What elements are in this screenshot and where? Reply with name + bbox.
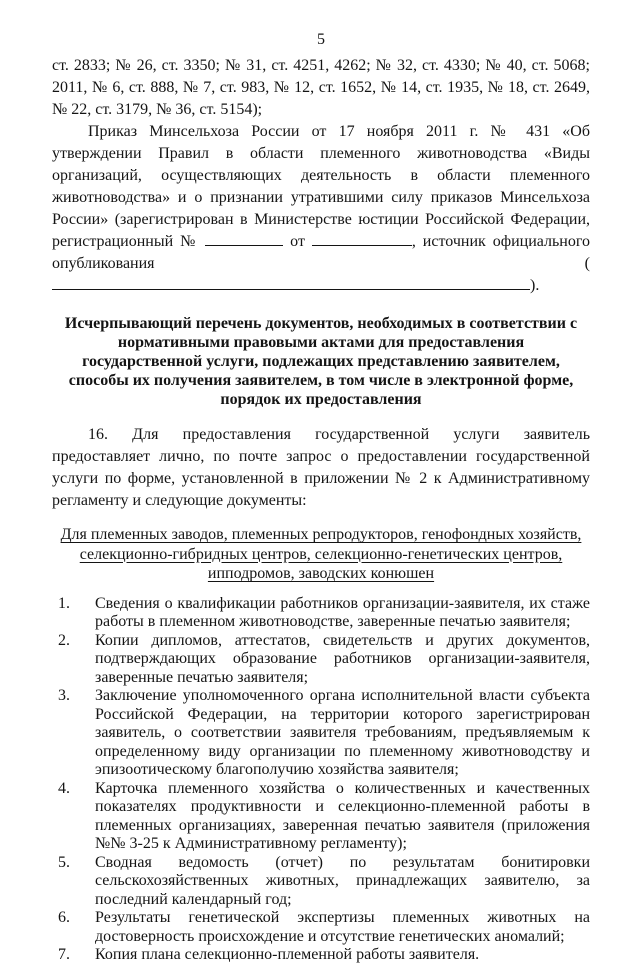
list-item-text: Заключение уполномоченного органа исполнительной власти субъекта Российской Федерации, на территории которого зарегистрирован заявитель, о соответствии заявителя требованиям, предъявляемым к определенному виду организации по племенному животноводству и эпизоотическому благополучию хозяйства заявителя; — [95, 687, 590, 778]
list-item — [58, 854, 590, 910]
list-item-number: 2. — [58, 631, 70, 649]
list-item — [58, 687, 590, 780]
order-paragraph-text-2: от — [283, 233, 312, 250]
list-item-number: 5. — [58, 853, 70, 871]
list-item-text: Карточка племенного хозяйства о количественных и качественных показателях продуктивности и селекционно-племенной работы в племенных организациях, заверенная печатью заявителя (приложения №№ 3-25 к Административному регламенту); — [95, 779, 590, 852]
list-item-number: 4. — [58, 779, 70, 797]
clause-16-paragraph: 16. Для предоставления государственной услуги заявитель предоставляет лично, по почте запрос о предоставлении государственной услуги по форме, установленной в приложении № 2 к Административному регламенту и следующие документы: — [52, 426, 590, 509]
blank-registration-number-field — [205, 243, 283, 246]
list-item-text: Результаты генетической экспертизы племенных животных на достоверность происхождение и отсутствие генетических аномалий; — [95, 909, 590, 945]
list-item-number: 3. — [58, 687, 70, 704]
section-heading: Исчерпывающий перечень документов, необходимых в соответствии с нормативными правовыми актами для предоставления государственной услуги, подлежащих представлению заявителем, способы их получения заявителем, в том числе в электронной форме, порядок их предоставления — [64, 315, 578, 408]
list-item — [58, 632, 590, 688]
list-item-number: 1. — [58, 594, 70, 612]
list-item-text: Сводная ведомость (отчет) по результатам бонитировки сельскохозяйственных животных, принадлежащих заявителю, за последний календарный год; — [95, 853, 590, 908]
list-item-text: Копия плана селекционно-племенной работы заявителя. — [95, 946, 480, 963]
page-number: 5 — [317, 31, 325, 48]
order-paragraph — [52, 121, 590, 297]
blank-date-field — [312, 243, 412, 246]
list-item-text: Сведения о квалификации работников организации-заявителя, их стаже работы в племенном животноводстве, заверенные печатью заявителя; — [95, 594, 590, 630]
list-item-number: 6. — [58, 909, 70, 926]
list-item — [58, 595, 590, 632]
list-item — [58, 780, 590, 854]
list-item — [58, 946, 590, 965]
list-item-text: Копии дипломов, аттестатов, свидетельств и других документов, подтверждающих образование работников организации-заявителя, заверенные печатью заявителя; — [95, 631, 590, 686]
legal-references-paragraph: ст. 2833; № 26, ст. 3350; № 31, ст. 4251, 4262; № 32, ст. 4330; № 40, ст. 5068; 2011, № 6, ст. 888, № 7, ст. 983, № 12, ст. 1652, № 14, ст. 1935, № 18, ст. 2649, № 22, ст. 3179, № 36, ст. 5154); — [52, 57, 590, 118]
list-item — [58, 909, 590, 946]
order-paragraph-text-1: Приказ Минсельхоза России от 17 ноября 2011 г. № 431 «Об утверждении Правил в области племенного животноводства «Виды организаций, осуществляющих деятельность в области племенного животноводства» и о признании утратившими силу приказов Минсельхоза России» (зарегистрирован в Министерстве юстиции Российской Федерации, регистрационный № — [52, 123, 590, 250]
order-paragraph-text-3: , источник официального опубликования — [52, 233, 591, 272]
order-paragraph-close: ). — [530, 277, 540, 294]
category-subheading: Для племенных заводов, племенных репродукторов, генофондных хозяйств, селекционно-гибридных центров, селекционно-генетических центров, ипподромов, заводских конюшен — [60, 526, 582, 582]
blank-publication-source-field — [52, 287, 530, 290]
list-item-number: 7. — [58, 946, 70, 963]
document-list — [52, 595, 590, 965]
order-paragraph-open-paren: ( — [584, 255, 590, 272]
